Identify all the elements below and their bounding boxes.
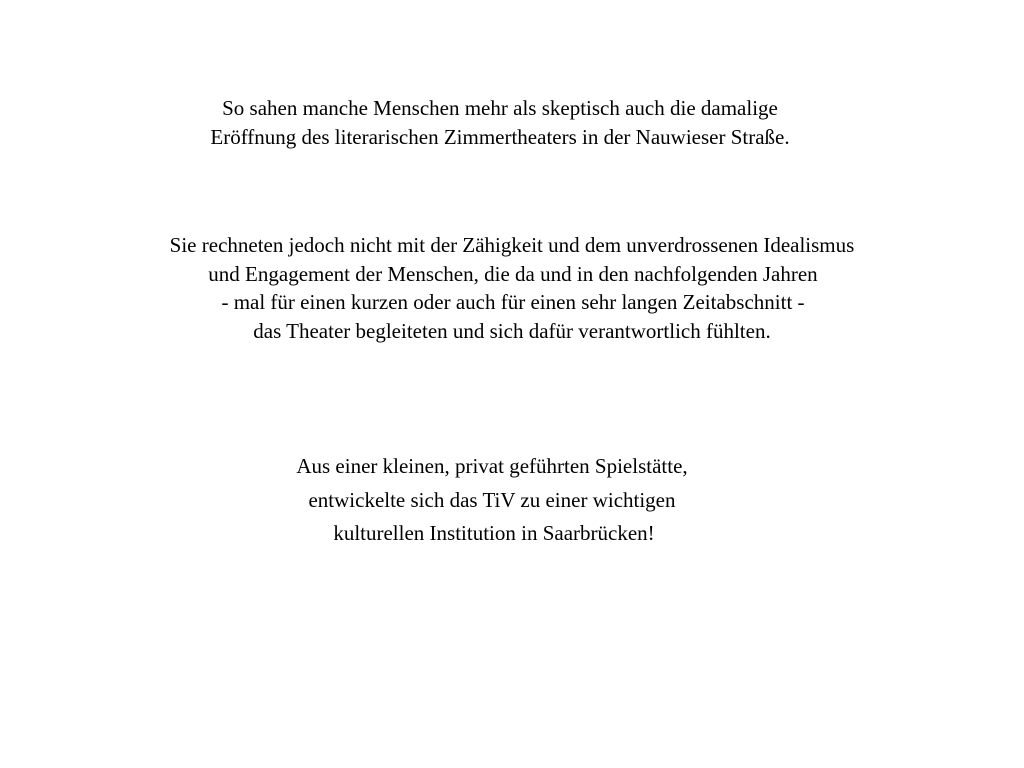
text-line: - mal für einen kurzen oder auch für einen sehr langen Zeitabschnitt -: [221, 290, 805, 314]
text-line: das Theater begleiteten und sich dafür verantwortlich fühlten.: [253, 319, 771, 343]
text-line: Aus einer kleinen, privat geführten Spielstätte,: [296, 454, 688, 478]
text-line: Eröffnung des literarischen Zimmertheaters in der Nauwieser Straße.: [210, 125, 790, 149]
text-line: Sie rechneten jedoch nicht mit der Zähigkeit und dem unverdrossenen Idealismus: [169, 233, 855, 257]
text-line: So sahen manche Menschen mehr als skeptisch auch die damalige: [222, 96, 778, 120]
text-line: entwickelte sich das TiV zu einer wichtigen: [308, 488, 676, 512]
text-line: und Engagement der Menschen, die da und in den nachfolgenden Jahren: [208, 262, 818, 286]
text-line: kulturellen Institution in Saarbrücken!: [333, 521, 655, 545]
